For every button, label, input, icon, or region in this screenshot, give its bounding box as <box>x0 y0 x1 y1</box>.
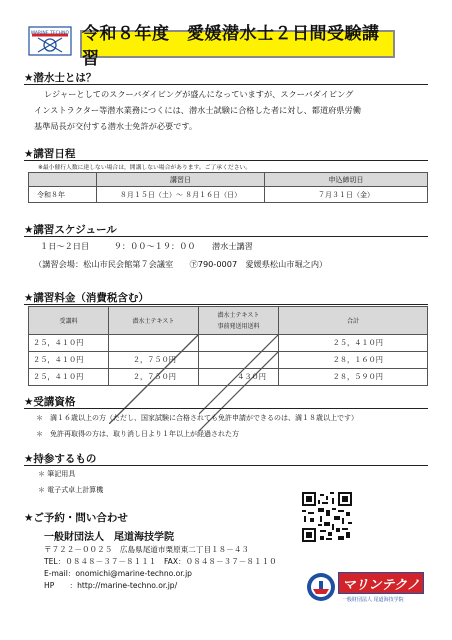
table-cell: ２５，４１０円 <box>29 369 109 386</box>
about-line: レジャーとしてのスクーバダイビングが盛んになっていますが、スクーバダイビング <box>44 89 354 99</box>
marine-techno-emblem-icon <box>28 26 72 56</box>
brand-sub: 一般財団法人 尾道海技学院 <box>342 597 404 603</box>
divider <box>24 84 428 85</box>
list-item: ＊ 筆記用具 <box>38 470 76 478</box>
marine-techno-logo <box>306 570 424 606</box>
list-item: ＊ 免許再取得の方は、取り消し日より１年以上が経過された方 <box>36 430 239 438</box>
bring-list <box>38 466 103 498</box>
org-name: 一般財団法人 尾道海技学院 <box>44 532 174 543</box>
email-link[interactable]: E-mail：onomichi@marine-techno.or.jp <box>44 569 193 578</box>
contact-heading: ★ご予約・問い合わせ <box>24 512 128 524</box>
divider <box>24 236 428 237</box>
table-header-row <box>29 307 428 335</box>
page-title: 令和８年度 愛媛潜水士２日間受験講習 <box>80 30 395 58</box>
about-heading: ★潜水士とは？ <box>24 72 97 84</box>
table-row <box>29 369 428 386</box>
table-cell: ２５，４１０円 <box>29 335 109 352</box>
about-line: 基準局長が交付する潜水士免許が必要です。 <box>34 121 198 131</box>
eligibility-list <box>36 410 358 442</box>
emblem-text: MARINE TECHNO <box>30 31 70 36</box>
bring-heading: ★持参するもの <box>24 453 97 465</box>
table-row <box>29 352 428 369</box>
qr-code-icon[interactable] <box>302 492 352 542</box>
table-cell: ４３０円 <box>199 369 279 386</box>
table-row <box>29 335 428 352</box>
phone: TEL：０８４８－３７－８１１１ FAX：０８４８－３７－８１１０ <box>44 557 277 566</box>
table-header: 申込締切日 <box>265 173 428 187</box>
table-header <box>29 173 97 187</box>
table-row <box>29 187 428 203</box>
table-cell-empty <box>199 335 279 352</box>
table-header: 潜水士テキスト 事前発送用送料 <box>199 307 279 335</box>
divider <box>24 304 428 305</box>
homepage-link[interactable]: HP ：http://marine-techno.or.jp/ <box>44 581 178 590</box>
table-cell: ２５，４１０円 <box>29 352 109 369</box>
schedule-note: ※最小催行人数に達しない場合は，開講しない場合があります。ご了承ください。 <box>38 165 252 171</box>
eligibility-heading: ★受講資格 <box>24 396 76 408</box>
table-header: 潜水士テキスト <box>109 307 199 335</box>
table-header: 合計 <box>279 307 428 335</box>
table-cell: ２８，１６０円 <box>279 352 428 369</box>
table-cell-empty <box>109 335 199 352</box>
ship-emblem-icon <box>306 572 336 602</box>
table-cell: ２，７５０円 <box>109 352 199 369</box>
table-cell: ２５，４１０円 <box>279 335 428 352</box>
venue-line: （講習会場：松山市民会館第７会議室 ㊦790-0007 愛媛県松山市堀之内） <box>34 259 328 269</box>
divider <box>24 408 428 409</box>
table-cell: 令和８年 <box>29 187 97 203</box>
table-header-row <box>29 173 428 187</box>
schedule-heading: ★講習日程 <box>24 148 76 160</box>
table-header: 講習日 <box>97 173 265 187</box>
list-item: ＊ 満１６歳以上の方（ただし、国家試験に合格されても免許申請ができるのは、満１８歳以上です） <box>36 414 358 422</box>
table-header: 受講料 <box>29 307 109 335</box>
timetable-line: １日～２日目 ９：００～１９：００ 潜水士講習 <box>40 241 253 251</box>
list-item: ＊ 電子式卓上計算機 <box>38 486 104 494</box>
contact-block <box>44 544 277 592</box>
table-cell: ２，７５０円 <box>109 369 199 386</box>
divider <box>24 160 428 161</box>
timetable-heading: ★講習スケジュール <box>24 224 117 236</box>
about-line: インストラクター等潜水業務につくには、潜水士試験に合格した者に対し、都道府県労働 <box>34 105 361 115</box>
address: 〒７２２－００２５ 広島県尾道市栗原東二丁目１８－４３ <box>44 545 250 554</box>
table-cell: ７月３１日（金） <box>265 187 428 203</box>
fees-table <box>28 306 428 386</box>
table-cell: ２８，５９０円 <box>279 369 428 386</box>
brand-name: マリンテクノ <box>338 572 424 594</box>
table-cell-empty <box>199 352 279 369</box>
about-text <box>34 86 434 134</box>
fees-heading: ★講習料金（消費税含む） <box>24 292 149 304</box>
schedule-table <box>28 172 428 203</box>
table-cell: ８月１５日（土）～ ８月１６日（日） <box>97 187 265 203</box>
